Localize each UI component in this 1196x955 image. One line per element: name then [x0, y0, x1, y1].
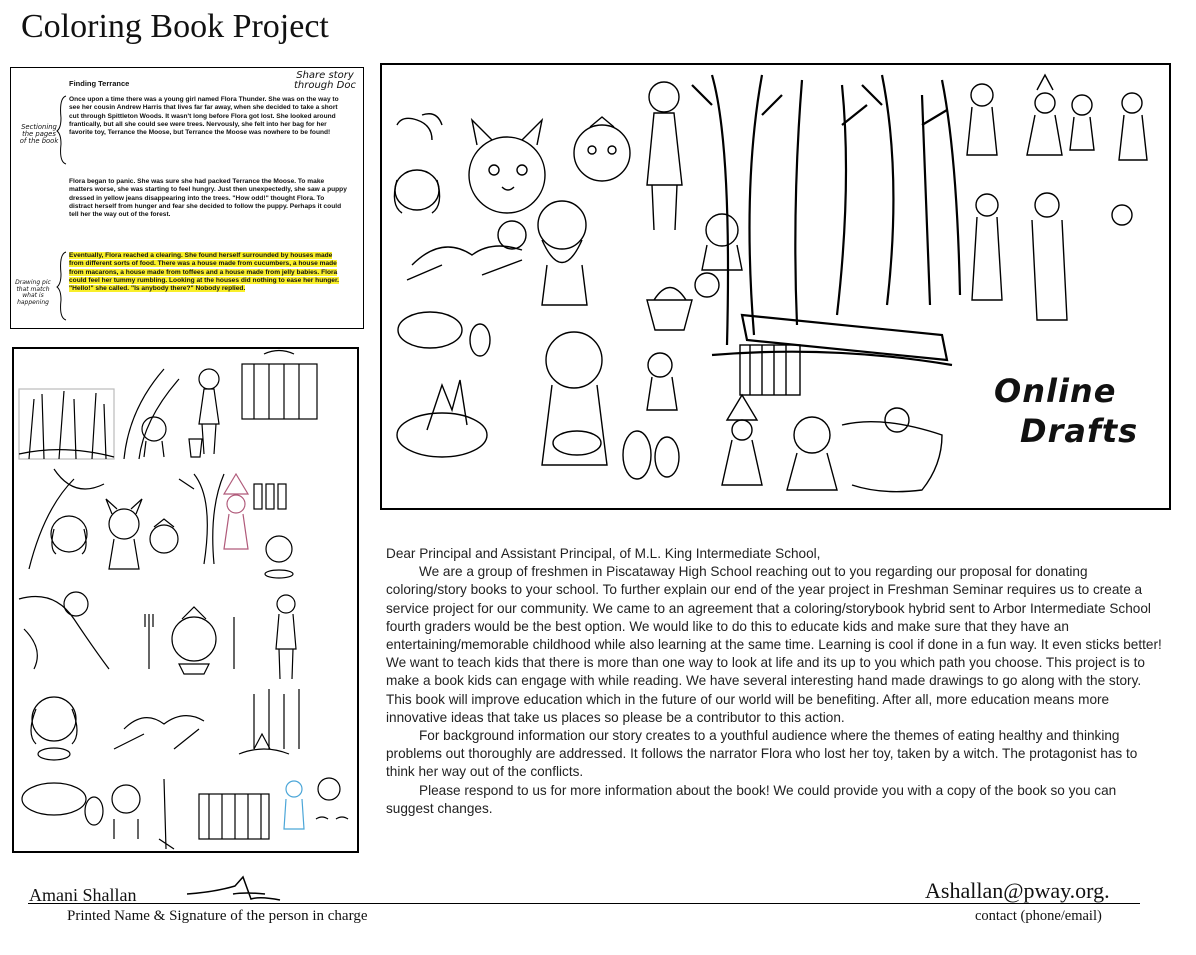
blue-figure-sketch-icon — [284, 781, 304, 829]
eyes-sketch-icon — [316, 778, 348, 819]
dog-tree-sketch-icon — [124, 369, 179, 459]
story-paragraph: Once upon a time there was a young girl named Flora Thunder. She was on the way to see her cousin Andrew Harris that lives far far away, when she decided to take a short cut through Spittleton Woods. It wasn't long before Flora got lost. She looked around frantically, but all she could see were trees. Nervously, she felt into her bag for her favorite toy, Terrance the Moose, but Terrance the Moose was nowhere to be found! — [69, 96, 339, 137]
feet-sketch-icon — [397, 114, 442, 140]
campfire-icon — [397, 380, 487, 457]
bulldog-sitting-icon — [787, 417, 837, 490]
beagle-tree-sketch-icon — [29, 469, 104, 569]
forest-sketch-icon — [19, 389, 114, 459]
old-man-icon — [538, 201, 587, 305]
forest-corner-icon — [842, 408, 942, 492]
story-paragraph-highlighted — [69, 252, 347, 293]
witch-girl-sketch-icon — [224, 474, 248, 549]
forest-floor-sketch-icon — [19, 592, 109, 669]
beagle-sketch-icon — [31, 697, 77, 760]
yorkie-sketch-icon — [150, 519, 178, 553]
cage-sketch-icon — [242, 351, 317, 420]
witch-icon — [1027, 75, 1062, 155]
side-note-drawing: Drawing pic that match what is happening — [15, 279, 51, 306]
drawing-drafts-panel — [12, 347, 359, 853]
girl-bowl-icon — [542, 332, 607, 465]
story-title: Finding Terrance — [69, 79, 130, 88]
page-title: Coloring Book Project — [21, 8, 329, 45]
witch-girl-icon — [722, 395, 762, 485]
dog-fork-icon — [702, 214, 742, 270]
drafts-label-line: Drafts — [1020, 412, 1139, 450]
letter-paragraph: We are a group of freshmen in Piscataway High School reaching out to you regarding our proposal for donating coloring/story books to your school. To further explain our end of the year project in Freshman Seminar requires us to create a service project for our community. We came to an agreement that a coloring/storybook hybrid sent to Arbor Intermediate School fourth graders would be the best option. We would like to do this to educate kids and make sure that they have an entertaining/memorable childhood while also learning at the same time. Learning is cool if done in a fun way. It even sticks better! We want to teach kids that there is more than one way to look at life and its up to you which path you choose. This project is to make a book kids can engage with while reading. We have several interesting hand made drawings to go along with the story. This book will improve education which in the future of our world will be benefiting. After all, more education means more innovative ideas that take us places so please be a contributor to this action. — [386, 564, 1162, 725]
girl-icon — [647, 82, 682, 230]
signature-line — [28, 903, 1140, 904]
online-label-line: Online — [994, 372, 1117, 410]
lumberjack-sketch-icon — [276, 595, 296, 679]
highlighted-text: Eventually, Flora reached a clearing. She found herself surrounded by houses made from different sorts of food. There was a house made from cucumbers, a house made from macarons, a house made from toffees and a house made from jelly babies. Flora could feel her tummy rumbling. Looking at the houses did nothing to ease her hunger. "Hello!" she called. "Is anybody there?" Nobody replied. — [69, 252, 339, 293]
yorkie-fork-sketch-icon — [145, 607, 234, 674]
crate-sketch-icon — [199, 794, 269, 839]
contact-email: Ashallan@pway.org. — [925, 878, 1110, 903]
running-dogs-icon — [407, 221, 526, 280]
bulldog-icon — [469, 120, 545, 213]
proposal-letter — [386, 545, 1166, 818]
dog-face-sketch-icon — [112, 785, 140, 839]
side-note-sectioning: Sectioning the pages of the book — [19, 123, 59, 145]
story-page-panel — [10, 67, 364, 329]
basket-icon — [647, 288, 692, 331]
contact-caption: contact (phone/email) — [975, 908, 1102, 924]
character-sheet-icons — [967, 84, 1147, 320]
online-drafts-label — [994, 371, 1138, 451]
bulldog-bowl-sketch-icon — [254, 484, 293, 578]
letter-salutation: Dear Principal and Assistant Principal, of M.L. King Intermediate School, — [386, 546, 821, 561]
story-paragraph: Flora began to panic. She was sure she had packed Terrance the Moose. To make matters worse, she was starting to feel hungry. Just then unexpectedly, she saw a puppy dressed in yellow jeans disappearing into the trees. "How odd!" thought Flora. To distract herself from hunger and fear she decided to follow the puppy. Perhaps it could tell her the way out of the forest. — [69, 178, 347, 219]
forest-trees-icon — [692, 75, 960, 365]
bulldog-sketch-icon — [106, 499, 142, 569]
forest-fire-sketch-icon — [239, 689, 299, 754]
running-dogs-sketch-icon — [114, 716, 204, 749]
penguins-icon — [623, 431, 679, 479]
signature-caption: Printed Name & Signature of the person in charge — [67, 908, 368, 924]
deer-icon — [647, 353, 677, 410]
online-drafts-panel — [380, 63, 1171, 510]
yorkie-icon — [574, 117, 630, 181]
letter-paragraph: For background information our story creates to a youthful audience where the themes of eating healthy and thinking problems out thoroughly are addressed. It follows the narrator Flora who lost her toy, taken by a witch. The protagonist has to think her way out of the conflicts. — [386, 728, 1138, 780]
sketch-drawings — [14, 349, 359, 853]
beagle-icon — [394, 170, 439, 213]
letter-paragraph: Please respond to us for more information about the book! We could provide you with a copy of the book so you can suggest changes. — [386, 782, 1117, 816]
signature-icon — [185, 874, 285, 904]
tree-sketch-icon — [179, 474, 224, 564]
cucumber-icon — [398, 312, 490, 356]
small-dog-icon — [695, 273, 719, 297]
cucumber-sketch-icon — [22, 783, 103, 825]
handwritten-note: Share story through Doc — [293, 70, 356, 91]
broom-sketch-icon — [159, 779, 174, 849]
signer-name: Amani Shallan — [29, 885, 137, 905]
girl-basket-sketch-icon — [189, 369, 219, 457]
